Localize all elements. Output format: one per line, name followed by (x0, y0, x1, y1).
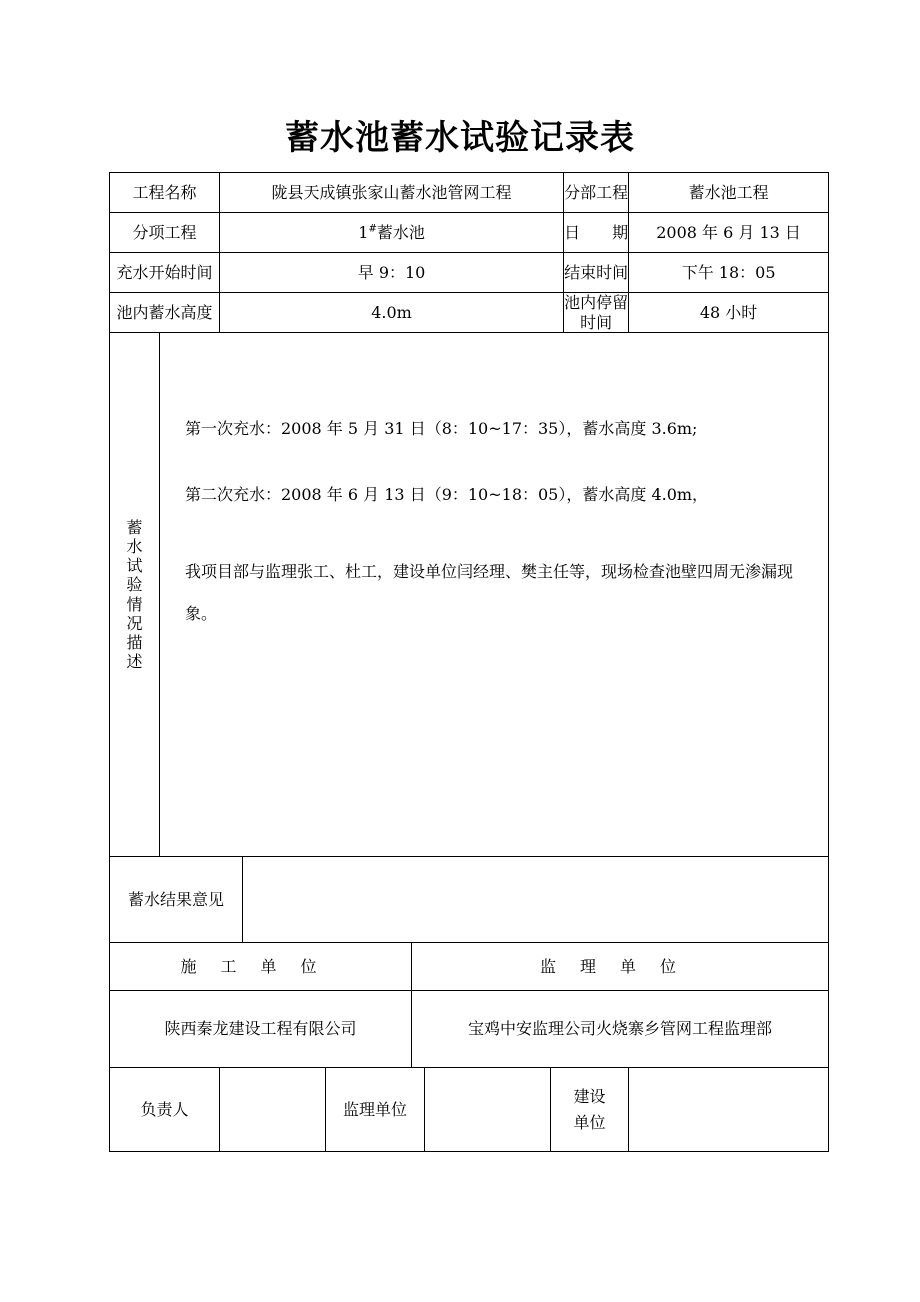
subitem-label: 分项工程 (110, 213, 220, 253)
division-value: 蓄水池工程 (629, 173, 829, 213)
description-line-1: 第一次充水：2008 年 5 月 31 日（8：10~17：35），蓄水高度 3.6m; (185, 419, 698, 438)
description-label-char: 描 (126, 632, 143, 652)
water-height-value: 4.0m (220, 293, 564, 333)
date-label: 日 期 (564, 213, 629, 253)
responsible-label: 负责人 (110, 1068, 220, 1152)
stay-time-label: 池内停留时间 (564, 293, 629, 332)
record-table (109, 172, 829, 1152)
row-fill-time (110, 253, 829, 293)
construction-unit-value: 陕西秦龙建设工程有限公司 (110, 991, 412, 1068)
owner-label-line2: 单位 (573, 1112, 606, 1132)
subitem-value (220, 213, 564, 253)
row-result (110, 857, 829, 943)
subitem-number: 1 (358, 222, 369, 242)
subitem-superscript: # (368, 223, 377, 235)
stay-time-value: 48 小时 (629, 293, 829, 333)
construction-unit-label: 施工单位 (110, 943, 412, 991)
project-name-value: 陇县天成镇张家山蓄水池管网工程 (220, 173, 564, 213)
date-value: 2008 年 6 月 13 日 (629, 213, 829, 253)
description-label-char: 验 (126, 575, 143, 595)
description-line-2: 第二次充水：2008 年 6 月 13 日（9：10~18：05），蓄水高度 4.0m， (185, 485, 709, 504)
description-label-char: 水 (126, 536, 143, 556)
result-value (243, 857, 829, 943)
subitem-text: 蓄水池 (376, 222, 425, 242)
result-label: 蓄水结果意见 (110, 857, 243, 943)
fill-start-label: 充水开始时间 (110, 253, 220, 293)
description-label-char: 蓄 (126, 517, 143, 537)
row-description (110, 333, 829, 857)
description-content (160, 333, 829, 857)
responsible-signature (220, 1068, 326, 1152)
supervision-unit-label: 监理单位 (412, 943, 829, 991)
page-title: 蓄水池蓄水试验记录表 (285, 118, 635, 158)
supervision-unit-value: 宝鸡中安监理公司火烧寨乡管网工程监理部 (412, 991, 829, 1068)
fill-start-value: 早 9：10 (220, 253, 564, 293)
supervision-sign-label: 监理单位 (326, 1068, 425, 1152)
end-time-value: 下午 18：05 (629, 253, 829, 293)
description-label-char: 试 (126, 556, 143, 576)
row-project-name (110, 173, 829, 213)
owner-label (551, 1068, 629, 1152)
owner-signature (629, 1068, 829, 1152)
description-label-char: 情 (126, 594, 143, 614)
owner-label-line1: 建设 (573, 1086, 606, 1106)
row-subitem (110, 213, 829, 253)
supervision-signature (425, 1068, 551, 1152)
row-unit-values (110, 991, 829, 1068)
end-time-label: 结束时间 (564, 253, 629, 293)
description-line-3: 我项目部与监理张工、杜工，建设单位闫经理、樊主任等，现场检查池壁四周无渗漏现象。 (185, 562, 794, 623)
description-vertical-label (110, 333, 160, 857)
water-height-label: 池内蓄水高度 (110, 293, 220, 333)
row-signatures (110, 1068, 829, 1152)
row-water-height (110, 293, 829, 333)
division-label: 分部工程 (564, 173, 629, 213)
description-label-char: 述 (126, 652, 143, 672)
description-label-char: 况 (126, 613, 143, 633)
row-unit-headers (110, 943, 829, 991)
project-name-label: 工程名称 (110, 173, 220, 213)
